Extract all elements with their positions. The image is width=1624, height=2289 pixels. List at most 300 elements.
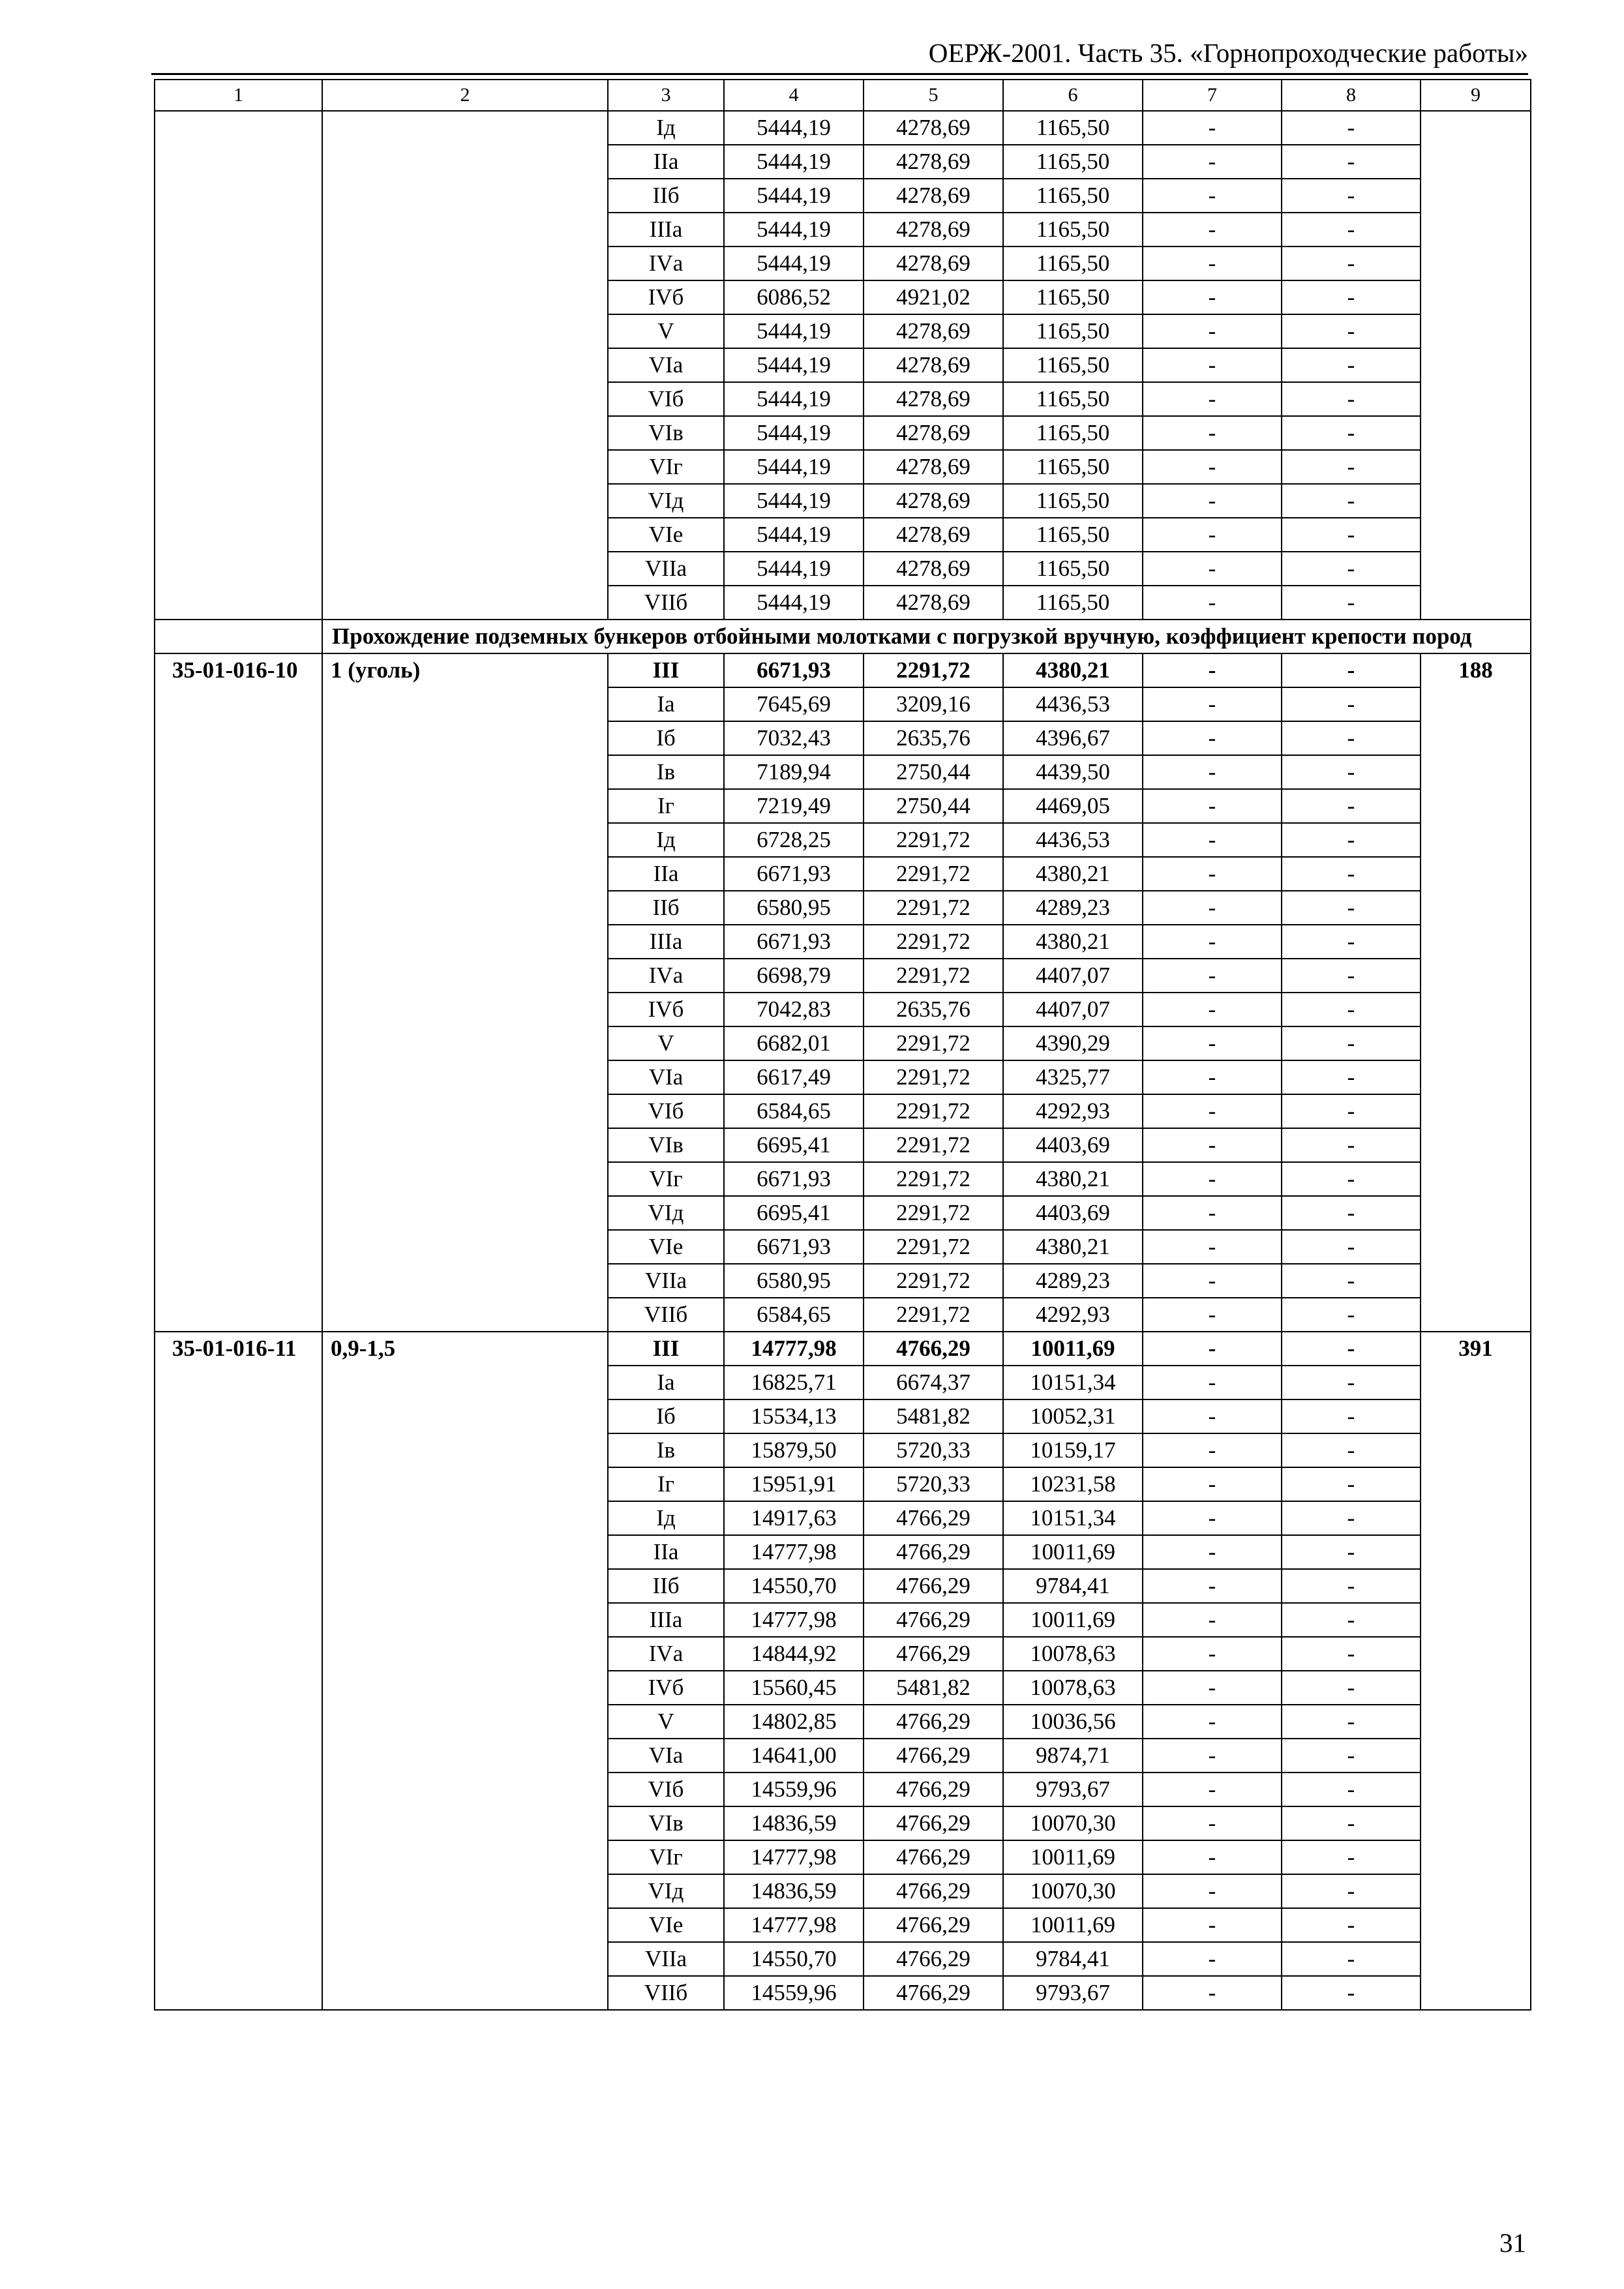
direct-cost-cell: 14777,98	[724, 1603, 864, 1637]
machine-cost-cell: 10036,56	[1003, 1705, 1143, 1739]
machine-cost-cell: 1165,50	[1003, 213, 1143, 247]
machine-cost-cell: 4407,07	[1003, 959, 1143, 993]
zone-cell: IIа	[608, 1535, 724, 1569]
labor-cost-cell: 2291,72	[864, 959, 1003, 993]
driver-wage-cell: -	[1143, 1026, 1282, 1060]
driver-wage-cell: -	[1143, 348, 1282, 382]
direct-cost-cell: 6584,65	[724, 1094, 864, 1128]
direct-cost-cell: 5444,19	[724, 111, 864, 145]
machine-cost-cell: 1165,50	[1003, 484, 1143, 518]
zone-cell: VIб	[608, 1094, 724, 1128]
machine-cost-cell: 10011,69	[1003, 1332, 1143, 1366]
materials-cell: -	[1282, 1569, 1421, 1603]
direct-cost-cell: 5444,19	[724, 518, 864, 552]
materials-cell: -	[1282, 450, 1421, 484]
machine-cost-cell: 10070,30	[1003, 1874, 1143, 1908]
labor-cost-cell: 4766,29	[864, 1942, 1003, 1976]
page-number: 31	[1499, 2228, 1526, 2258]
zone-cell: VIд	[608, 1874, 724, 1908]
machine-cost-cell: 4380,21	[1003, 857, 1143, 891]
machine-cost-cell: 4403,69	[1003, 1196, 1143, 1230]
zone-cell: VIд	[608, 484, 724, 518]
materials-cell: -	[1282, 280, 1421, 314]
materials-cell: -	[1282, 1230, 1421, 1264]
driver-wage-cell: -	[1143, 280, 1282, 314]
materials-cell: -	[1282, 1399, 1421, 1433]
zone-cell: Iд	[608, 1501, 724, 1535]
direct-cost-cell: 6695,41	[724, 1196, 864, 1230]
materials-cell: -	[1282, 1060, 1421, 1094]
column-number: 2	[322, 80, 608, 111]
zone-cell: V	[608, 314, 724, 348]
zone-cell: IVб	[608, 993, 724, 1026]
direct-cost-cell: 5444,19	[724, 179, 864, 213]
driver-wage-cell: -	[1143, 653, 1282, 687]
direct-cost-cell: 5444,19	[724, 145, 864, 179]
direct-cost-cell: 6671,93	[724, 1162, 864, 1196]
labor-cost-cell: 4278,69	[864, 247, 1003, 280]
materials-cell: -	[1282, 314, 1421, 348]
materials-cell: -	[1282, 891, 1421, 925]
driver-wage-cell: -	[1143, 382, 1282, 416]
zone-cell: VIг	[608, 1840, 724, 1874]
labor-cost-cell: 4766,29	[864, 1773, 1003, 1806]
labor-cost-cell: 4766,29	[864, 1908, 1003, 1942]
driver-wage-cell: -	[1143, 993, 1282, 1026]
column-number-row	[155, 80, 1531, 111]
column-number: 4	[724, 80, 864, 111]
labor-cost-cell: 4278,69	[864, 518, 1003, 552]
direct-cost-cell: 6580,95	[724, 891, 864, 925]
machine-cost-cell: 1165,50	[1003, 179, 1143, 213]
driver-wage-cell: -	[1143, 1230, 1282, 1264]
materials-cell: -	[1282, 1840, 1421, 1874]
driver-wage-cell: -	[1143, 1705, 1282, 1739]
driver-wage-cell: -	[1143, 1535, 1282, 1569]
zone-cell: VIб	[608, 382, 724, 416]
materials-cell: -	[1282, 721, 1421, 755]
zone-cell: VIд	[608, 1196, 724, 1230]
machine-cost-cell: 1165,50	[1003, 314, 1143, 348]
driver-wage-cell: -	[1143, 179, 1282, 213]
driver-wage-cell: -	[1143, 1501, 1282, 1535]
zone-cell: V	[608, 1026, 724, 1060]
materials-cell: -	[1282, 179, 1421, 213]
direct-cost-cell: 15560,45	[724, 1671, 864, 1705]
labor-cost-cell: 4766,29	[864, 1637, 1003, 1671]
driver-wage-cell: -	[1143, 518, 1282, 552]
machine-cost-cell: 4380,21	[1003, 1230, 1143, 1264]
labor-cost-cell: 2291,72	[864, 1230, 1003, 1264]
materials-cell: -	[1282, 1739, 1421, 1773]
zone-cell: VIа	[608, 1060, 724, 1094]
machine-cost-cell: 4289,23	[1003, 1264, 1143, 1298]
zone-cell: Iд	[608, 823, 724, 857]
labor-cost-cell: 4766,29	[864, 1705, 1003, 1739]
labor-cost-cell: 2291,72	[864, 1026, 1003, 1060]
zone-cell: IVа	[608, 1637, 724, 1671]
labor-cost-cell: 5481,82	[864, 1671, 1003, 1705]
direct-cost-cell: 6698,79	[724, 959, 864, 993]
zone-cell: VIIб	[608, 1976, 724, 2010]
labor-cost-cell: 4278,69	[864, 111, 1003, 145]
zone-cell: IVб	[608, 280, 724, 314]
materials-cell: -	[1282, 1908, 1421, 1942]
direct-cost-cell: 14550,70	[724, 1569, 864, 1603]
machine-cost-cell: 4292,93	[1003, 1094, 1143, 1128]
materials-cell: -	[1282, 1976, 1421, 2010]
materials-cell: -	[1282, 213, 1421, 247]
labor-cost-cell: 4921,02	[864, 280, 1003, 314]
labor-cost-cell: 4766,29	[864, 1976, 1003, 2010]
machine-cost-cell: 9784,41	[1003, 1569, 1143, 1603]
driver-wage-cell: -	[1143, 755, 1282, 789]
labor-cost-cell: 4766,29	[864, 1603, 1003, 1637]
machine-cost-cell: 4396,67	[1003, 721, 1143, 755]
direct-cost-cell: 5444,19	[724, 552, 864, 586]
zone-cell: VIа	[608, 348, 724, 382]
direct-cost-cell: 7219,49	[724, 789, 864, 823]
materials-cell: -	[1282, 1501, 1421, 1535]
driver-wage-cell: -	[1143, 1094, 1282, 1128]
section-title: Прохождение подземных бункеров отбойными молотками с погрузкой вручную, коэффициент крепости пород	[322, 620, 1531, 653]
direct-cost-cell: 14917,63	[724, 1501, 864, 1535]
direct-cost-cell: 7032,43	[724, 721, 864, 755]
direct-cost-cell: 14802,85	[724, 1705, 864, 1739]
labor-cost-cell: 3209,16	[864, 687, 1003, 721]
driver-wage-cell: -	[1143, 111, 1282, 145]
driver-wage-cell: -	[1143, 1399, 1282, 1433]
zone-cell: Iг	[608, 1467, 724, 1501]
direct-cost-cell: 7042,83	[724, 993, 864, 1026]
direct-cost-cell: 6682,01	[724, 1026, 864, 1060]
labor-cost-cell: 2291,72	[864, 653, 1003, 687]
labor-cost-cell: 4766,29	[864, 1535, 1003, 1569]
direct-cost-cell: 6584,65	[724, 1298, 864, 1332]
driver-wage-cell: -	[1143, 789, 1282, 823]
direct-cost-cell: 5444,19	[724, 247, 864, 280]
driver-wage-cell: -	[1143, 1840, 1282, 1874]
machine-cost-cell: 10011,69	[1003, 1603, 1143, 1637]
zone-cell: V	[608, 1705, 724, 1739]
materials-cell: -	[1282, 382, 1421, 416]
column-number: 8	[1282, 80, 1421, 111]
labor-cost-cell: 2291,72	[864, 1298, 1003, 1332]
direct-cost-cell: 14777,98	[724, 1908, 864, 1942]
machine-cost-cell: 4439,50	[1003, 755, 1143, 789]
column-number: 1	[155, 80, 322, 111]
labor-cost-cell: 2291,72	[864, 925, 1003, 959]
labor-cost-cell: 2750,44	[864, 789, 1003, 823]
direct-cost-cell: 14559,96	[724, 1773, 864, 1806]
materials-cell: -	[1282, 1942, 1421, 1976]
materials-cell: -	[1282, 1298, 1421, 1332]
direct-cost-cell: 14836,59	[724, 1874, 864, 1908]
driver-wage-cell: -	[1143, 1366, 1282, 1399]
labor-cost-cell: 5720,33	[864, 1433, 1003, 1467]
zone-cell: IIб	[608, 179, 724, 213]
machine-cost-cell: 10052,31	[1003, 1399, 1143, 1433]
labor-cost-cell: 4278,69	[864, 314, 1003, 348]
table-body	[155, 80, 1531, 2010]
zone-cell: III	[608, 653, 724, 687]
materials-cell: -	[1282, 1196, 1421, 1230]
machine-cost-cell: 1165,50	[1003, 247, 1143, 280]
direct-cost-cell: 15951,91	[724, 1467, 864, 1501]
direct-cost-cell: 6617,49	[724, 1060, 864, 1094]
machine-cost-cell: 4469,05	[1003, 789, 1143, 823]
direct-cost-cell: 5444,19	[724, 586, 864, 620]
driver-wage-cell: -	[1143, 314, 1282, 348]
column-number: 3	[608, 80, 724, 111]
zone-cell: IIб	[608, 1569, 724, 1603]
machine-cost-cell: 1165,50	[1003, 280, 1143, 314]
zone-cell: VIе	[608, 1908, 724, 1942]
machine-cost-cell: 1165,50	[1003, 416, 1143, 450]
table-row	[155, 111, 1531, 145]
zone-cell: IVб	[608, 1671, 724, 1705]
column-number: 5	[864, 80, 1003, 111]
section-title-row	[155, 620, 1531, 653]
driver-wage-cell: -	[1143, 1264, 1282, 1298]
direct-cost-cell: 5444,19	[724, 416, 864, 450]
direct-cost-cell: 5444,19	[724, 382, 864, 416]
machine-cost-cell: 4436,53	[1003, 687, 1143, 721]
column-number: 9	[1421, 80, 1531, 111]
zone-cell: IVа	[608, 247, 724, 280]
zone-cell: III	[608, 1332, 724, 1366]
direct-cost-cell: 5444,19	[724, 213, 864, 247]
materials-cell: -	[1282, 959, 1421, 993]
driver-wage-cell: -	[1143, 1773, 1282, 1806]
zone-cell: Iд	[608, 111, 724, 145]
labor-cost-cell: 4766,29	[864, 1332, 1003, 1366]
zone-cell: Iа	[608, 687, 724, 721]
labor-cost-cell: 5481,82	[864, 1399, 1003, 1433]
direct-cost-cell: 16825,71	[724, 1366, 864, 1399]
driver-wage-cell: -	[1143, 586, 1282, 620]
labor-cost-cell: 5720,33	[864, 1467, 1003, 1501]
direct-cost-cell: 14777,98	[724, 1332, 864, 1366]
materials-cell: -	[1282, 1705, 1421, 1739]
machine-cost-cell: 10011,69	[1003, 1840, 1143, 1874]
driver-wage-cell: -	[1143, 1569, 1282, 1603]
direct-cost-cell: 6580,95	[724, 1264, 864, 1298]
machine-cost-cell: 4325,77	[1003, 1060, 1143, 1094]
machine-cost-cell: 1165,50	[1003, 382, 1143, 416]
driver-wage-cell: -	[1143, 891, 1282, 925]
materials-cell: -	[1282, 1671, 1421, 1705]
labor-cost-cell: 4278,69	[864, 213, 1003, 247]
table-row	[155, 1332, 1531, 1366]
driver-wage-cell: -	[1143, 1196, 1282, 1230]
direct-cost-cell: 6695,41	[724, 1128, 864, 1162]
labor-cost-cell: 6674,37	[864, 1366, 1003, 1399]
zone-cell: VIа	[608, 1739, 724, 1773]
zone-cell: VIIа	[608, 552, 724, 586]
labor-cost-cell: 4766,29	[864, 1501, 1003, 1535]
materials-cell: -	[1282, 1433, 1421, 1467]
driver-wage-cell: -	[1143, 247, 1282, 280]
machine-cost-cell: 1165,50	[1003, 518, 1143, 552]
direct-cost-cell: 14777,98	[724, 1535, 864, 1569]
labor-cost-cell: 4766,29	[864, 1739, 1003, 1773]
driver-wage-cell: -	[1143, 1671, 1282, 1705]
labor-cost-cell: 2291,72	[864, 857, 1003, 891]
column-number: 6	[1003, 80, 1143, 111]
machine-cost-cell: 10151,34	[1003, 1501, 1143, 1535]
materials-cell: -	[1282, 823, 1421, 857]
machine-cost-cell: 4407,07	[1003, 993, 1143, 1026]
machine-cost-cell: 9784,41	[1003, 1942, 1143, 1976]
direct-cost-cell: 14559,96	[724, 1976, 864, 2010]
direct-cost-cell: 7645,69	[724, 687, 864, 721]
section-code-cell	[155, 620, 322, 653]
rock-strength-cell	[322, 111, 608, 620]
machine-cost-cell: 4380,21	[1003, 925, 1143, 959]
zone-cell: Iг	[608, 789, 724, 823]
zone-cell: VIIб	[608, 586, 724, 620]
driver-wage-cell: -	[1143, 1806, 1282, 1840]
machine-cost-cell: 4403,69	[1003, 1128, 1143, 1162]
labor-cost-cell: 4278,69	[864, 145, 1003, 179]
driver-wage-cell: -	[1143, 721, 1282, 755]
materials-cell: -	[1282, 1773, 1421, 1806]
direct-cost-cell: 5444,19	[724, 450, 864, 484]
materials-cell: -	[1282, 687, 1421, 721]
labor-hours-cell: 188	[1421, 653, 1531, 1332]
materials-cell: -	[1282, 1603, 1421, 1637]
materials-cell: -	[1282, 518, 1421, 552]
zone-cell: Iв	[608, 1433, 724, 1467]
materials-cell: -	[1282, 1806, 1421, 1840]
labor-cost-cell: 2291,72	[864, 1264, 1003, 1298]
labor-cost-cell: 2291,72	[864, 1196, 1003, 1230]
column-number: 7	[1143, 80, 1282, 111]
direct-cost-cell: 6671,93	[724, 857, 864, 891]
direct-cost-cell: 5444,19	[724, 484, 864, 518]
driver-wage-cell: -	[1143, 1739, 1282, 1773]
labor-cost-cell: 2291,72	[864, 1162, 1003, 1196]
direct-cost-cell: 5444,19	[724, 348, 864, 382]
zone-cell: VIе	[608, 1230, 724, 1264]
materials-cell: -	[1282, 552, 1421, 586]
driver-wage-cell: -	[1143, 925, 1282, 959]
labor-cost-cell: 2750,44	[864, 755, 1003, 789]
machine-cost-cell: 1165,50	[1003, 348, 1143, 382]
header-divider	[151, 73, 1528, 75]
norm-code-cell	[155, 111, 322, 620]
table-row	[155, 653, 1531, 687]
zone-cell: VIе	[608, 518, 724, 552]
labor-cost-cell: 4278,69	[864, 450, 1003, 484]
materials-cell: -	[1282, 1162, 1421, 1196]
labor-hours-cell	[1421, 111, 1531, 620]
rates-table	[154, 79, 1531, 2011]
materials-cell: -	[1282, 925, 1421, 959]
direct-cost-cell: 6086,52	[724, 280, 864, 314]
driver-wage-cell: -	[1143, 687, 1282, 721]
materials-cell: -	[1282, 1026, 1421, 1060]
machine-cost-cell: 1165,50	[1003, 552, 1143, 586]
machine-cost-cell: 9793,67	[1003, 1976, 1143, 2010]
machine-cost-cell: 10078,63	[1003, 1671, 1143, 1705]
zone-cell: VIIб	[608, 1298, 724, 1332]
materials-cell: -	[1282, 348, 1421, 382]
machine-cost-cell: 4436,53	[1003, 823, 1143, 857]
labor-cost-cell: 2635,76	[864, 993, 1003, 1026]
labor-cost-cell: 4278,69	[864, 348, 1003, 382]
machine-cost-cell: 10159,17	[1003, 1433, 1143, 1467]
machine-cost-cell: 10070,30	[1003, 1806, 1143, 1840]
materials-cell: -	[1282, 1366, 1421, 1399]
driver-wage-cell: -	[1143, 1128, 1282, 1162]
direct-cost-cell: 14641,00	[724, 1739, 864, 1773]
direct-cost-cell: 6728,25	[724, 823, 864, 857]
zone-cell: Iв	[608, 755, 724, 789]
driver-wage-cell: -	[1143, 823, 1282, 857]
labor-cost-cell: 4278,69	[864, 484, 1003, 518]
driver-wage-cell: -	[1143, 1298, 1282, 1332]
zone-cell: VIг	[608, 1162, 724, 1196]
machine-cost-cell: 4390,29	[1003, 1026, 1143, 1060]
driver-wage-cell: -	[1143, 1060, 1282, 1094]
driver-wage-cell: -	[1143, 145, 1282, 179]
zone-cell: IIIа	[608, 1603, 724, 1637]
direct-cost-cell: 15879,50	[724, 1433, 864, 1467]
driver-wage-cell: -	[1143, 1603, 1282, 1637]
materials-cell: -	[1282, 145, 1421, 179]
driver-wage-cell: -	[1143, 1908, 1282, 1942]
materials-cell: -	[1282, 1467, 1421, 1501]
machine-cost-cell: 1165,50	[1003, 450, 1143, 484]
zone-cell: VIв	[608, 1806, 724, 1840]
direct-cost-cell: 6671,93	[724, 653, 864, 687]
driver-wage-cell: -	[1143, 1637, 1282, 1671]
direct-cost-cell: 14836,59	[724, 1806, 864, 1840]
driver-wage-cell: -	[1143, 1433, 1282, 1467]
zone-cell: VIIа	[608, 1942, 724, 1976]
direct-cost-cell: 5444,19	[724, 314, 864, 348]
machine-cost-cell: 1165,50	[1003, 586, 1143, 620]
direct-cost-cell: 6671,93	[724, 1230, 864, 1264]
materials-cell: -	[1282, 484, 1421, 518]
materials-cell: -	[1282, 755, 1421, 789]
machine-cost-cell: 9874,71	[1003, 1739, 1143, 1773]
machine-cost-cell: 4289,23	[1003, 891, 1143, 925]
zone-cell: IIа	[608, 145, 724, 179]
machine-cost-cell: 10011,69	[1003, 1908, 1143, 1942]
materials-cell: -	[1282, 1094, 1421, 1128]
materials-cell: -	[1282, 993, 1421, 1026]
materials-cell: -	[1282, 1128, 1421, 1162]
zone-cell: VIг	[608, 450, 724, 484]
materials-cell: -	[1282, 586, 1421, 620]
machine-cost-cell: 10011,69	[1003, 1535, 1143, 1569]
materials-cell: -	[1282, 789, 1421, 823]
driver-wage-cell: -	[1143, 416, 1282, 450]
labor-cost-cell: 4766,29	[864, 1874, 1003, 1908]
norm-code-cell: 35-01-016-11	[155, 1332, 322, 2010]
materials-cell: -	[1282, 857, 1421, 891]
zone-cell: IVа	[608, 959, 724, 993]
materials-cell: -	[1282, 1637, 1421, 1671]
labor-cost-cell: 4766,29	[864, 1806, 1003, 1840]
materials-cell: -	[1282, 416, 1421, 450]
driver-wage-cell: -	[1143, 1162, 1282, 1196]
rock-strength-cell: 0,9-1,5	[322, 1332, 608, 2010]
direct-cost-cell: 7189,94	[724, 755, 864, 789]
